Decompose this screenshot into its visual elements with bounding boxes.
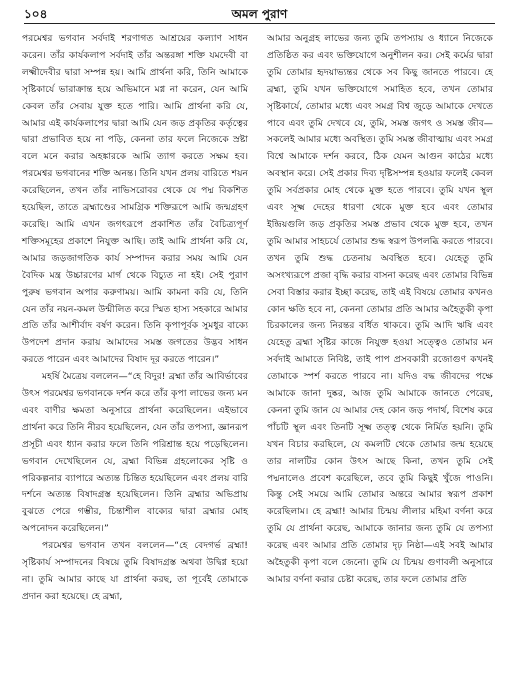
paragraph: আমার অনুগ্রহ লাভের জন্য তুমি তপস্যায় ও ধ্যানে নিজেকে প্রতিষ্ঠিত কর এবং ভক্তিযোগে অনুশীলন কর। সেই কর্মের দ্বারা তুমি তোমার হৃদয়াভ্যন্তর থেকে সব কিছু জানতে পারবে। হে ব্রহ্মা, তুমি যখন ভক্তিযোগে সমাহিত হবে, তখন তোমার সৃষ্টিকার্যে, তোমার মধ্যে এবং সমগ্র বিশ্ব জুড়ে আমাকে দেখতে পাবে এবং তুমি দেখবে যে, তুমি, সমস্ত জগৎ ও সমস্ত জীব—সকলেই আমার মধ্যে অবস্থিত। তুমি সমস্ত জীবাত্মায় এবং সমগ্র বিশ্বে আমাকে দর্শন করবে, ঠিক যেমন আগুন কাঠের মধ্যে অবস্থান করে। সেই প্রকার দিব্য দৃষ্টিসম্পন্ন হওয়ার ফলেই কেবল তুমি সর্বপ্রকার মোহ থেকে মুক্ত হতে পারবে। তুমি যখন স্থূল এবং সূক্ষ্ম দেহের ধারণা থেকে মুক্ত হবে এবং তোমার ইন্দ্রিয়গুলি জড় প্রকৃতির সমস্ত প্রভাব থেকে মুক্ত হবে, তখন তুমি আমার সাহচর্যে তোমার শুদ্ধ স্বরূপ উপলব্ধি করতে পারবে। তখন তুমি শুদ্ধ চেতনায় অবস্থিত হবে। যেহেতু তুমি অসংখ্যরূপে প্রজা বৃদ্ধি করার বাসনা করেছ এবং তোমার বিভিন্ন সেবা বিস্তার করার ইচ্ছা করেছ, তাই এই বিষয়ে তোমার কখনও কোন ক্ষতি হবে না, কেননা তোমার প্রতি আমার অহৈতুকী কৃপা চিরকালের জন্য নিরন্তর বর্ধিত থাকবে। তুমি আদি ঋষি এবং যেহেতু ব্রহ্মা সৃষ্টির কাজে নিযুক্ত হওয়া সত্ত্বেও তোমার মন সর্বদাই আমাতে নিবিষ্ট, তাই পাপ প্রসবকারী রজোগুণ কখনই তোমাকে স্পর্শ করতে পারবে না। যদিও বদ্ধ জীবদের পক্ষে আমাকে জানা দুষ্কর, আজ তুমি আমাকে জানতে পেরেছ, কেননা তুমি জান যে আমার দেহ কোন জড় পদার্থ, বিশেষ করে পাঁচটি স্থূল এবং তিনটি সূক্ষ্ম তত্ত্ব থেকে নির্মিত হয়নি। তুমি যখন বিচার করছিলে, যে কমলটি থেকে তোমার জন্ম হয়েছে তার নালটির কোন উৎস আছে কিনা, তখন তুমি সেই পদ্মনালেও প্রবেশ করেছিলে, তবে তুমি কিছুই খুঁজে পাওনি। কিন্তু সেই সময়ে আমি তোমার অন্তরে আমার স্বরূপ প্রকাশ করেছিলাম। হে ব্রহ্মা! আমার চিন্ময় লীলার মহিমা বর্ণনা করে তুমি যে প্রার্থনা করেছ, আমাকে জানার জন্য তুমি যে তপস্যা করেছ এবং আমার প্রতি তোমার দৃঢ় নিষ্ঠা—এই সবই আমার অহৈতুকী কৃপা বলে জেনো। তুমি যে চিন্ময় গুণাবলী অনুসারে আমার বর্ণনা করার চেষ্টা করেছ, তার ফলে তোমার প্রতি bbox=[267, 33, 493, 585]
page-header bbox=[24, 6, 495, 22]
paragraph: মহর্ষি মৈত্রেয় বললেন—“হে বিদুর! ব্রহ্মা তাঁর আবির্ভাবের উৎস পরমেশ্বর ভগবানকে দর্শন করে তাঁর কৃপা লাভের জন্য মন এবং বাণীর ক্ষমতা অনুসারে প্রার্থনা করেছিলেন। এইভাবে প্রার্থনা করে তিনি নীরব হয়েছিলেন, যেন তাঁর তপস্যা, জ্ঞানরূপ প্রসূচী এবং ধ্যান করার ফলে তিনি পরিশ্রান্ত হয়ে পড়েছিলেন। ভগবান দেখেছিলেন যে, ব্রহ্মা বিভিন্ন গ্রহলোকের সৃষ্টি ও পরিকল্পনার ব্যাপারে অত্যন্ত চিন্তিত হয়েছিলেন এবং প্রলয় বারি দর্শনে অত্যন্ত বিষাদগ্রস্ত হয়েছিলেন। তিনি ব্রহ্মার অভিপ্রায় বুঝতে পেরে গম্ভীর, চিন্তাশীল বাক্যের দ্বারা ব্রহ্মার মোহ অপনোদন করেছিলেন।” bbox=[22, 371, 248, 535]
left-column bbox=[22, 31, 248, 606]
paragraph: পরমেশ্বর ভগবান তখন বললেন—“হে বেদগর্ভ ব্রহ্মা! সৃষ্টিকার্য সম্পাদনের বিষয়ে তুমি বিষাদগ্রস্ত অথবা উদ্বিগ্ন হয়ো না। তুমি আমার কাছে যা প্রার্থনা করছ, তা পূর্বেই তোমাকে প্রদান করা হয়েছে। হে ব্রহ্মা, bbox=[22, 540, 248, 602]
paragraph: পরমেশ্বর ভগবান সর্বদাই শরণাগত আশ্রয়ের কল্যাণ সাধন করেন। তাঁর কার্যকলাপ সর্বদাই তাঁর অন্তরঙ্গা শক্তি যমদেবী বা লক্ষ্মীদেবীর দ্বারা সম্পন্ন হয়। আমি প্রার্থনা করি, তিনি আমাকে সৃষ্টিকার্যে ভারাক্রান্ত হয়ে অভিমানে মগ্ন না করেন, যেন আমি কেবল তাঁর সেবায় যুক্ত হতে পারি। আমি প্রার্থনা করি যে, আমার এই কার্যকলাপের দ্বারা আমি যেন জড় প্রকৃতির কর্তৃত্বের দ্বারা প্রভাবিত হয়ে না পড়ি, কেননা তার ফলে নিজেকে স্রষ্টা বলে মনে করার অহঙ্কারকে আমি ত্যাগ করতে সক্ষম হব। পরমেশ্বর ভগবানের শক্তি অনন্ত। তিনি যখন প্রলয় বারিতে শয়ন করেছিলেন, তখন তাঁর নাভিসরোবর থেকে যে পদ্ম বিকশিত হয়েছিল, তাতে ব্রহ্মাণ্ডের সামগ্রিক শক্তিরূপে আমি জন্মগ্রহণ করেছি। আমি এখন জগৎরূপে প্রকাশিত তাঁর বৈচিত্র্যপূর্ণ শক্তিসমূহের প্রকাশে নিযুক্ত আছি। তাই আমি প্রার্থনা করি যে, আমার জড়জাগতিক কার্য সম্পাদন করার সময় আমি যেন বৈদিক মন্ত্র উচ্চারণের মার্গ থেকে বিচ্যুত না হই। সেই পুরাণ পুরুষ ভগবান অপার করুণাময়। আমি কামনা করি যে, তিনি যেন তাঁর নয়ন-কমল উন্মীলিত করে স্মিত হাস্য সহকারে আমার প্রতি তাঁর আশীর্বাদ বর্ষণ করেন। তিনি কৃপাপূর্বক সুমধুর বাক্যে উপদেশ প্রদান করায় আমাদের সমস্ত জগতের উদ্ভব সাধন করতে পারেন এবং আমাদের বিষাদ দূর করতে পারেন।” bbox=[22, 33, 248, 366]
header-rule bbox=[24, 23, 495, 24]
page-number: ১০৪ bbox=[24, 7, 48, 21]
right-column bbox=[267, 31, 493, 589]
running-title: অমল পুরাণ bbox=[231, 7, 288, 21]
